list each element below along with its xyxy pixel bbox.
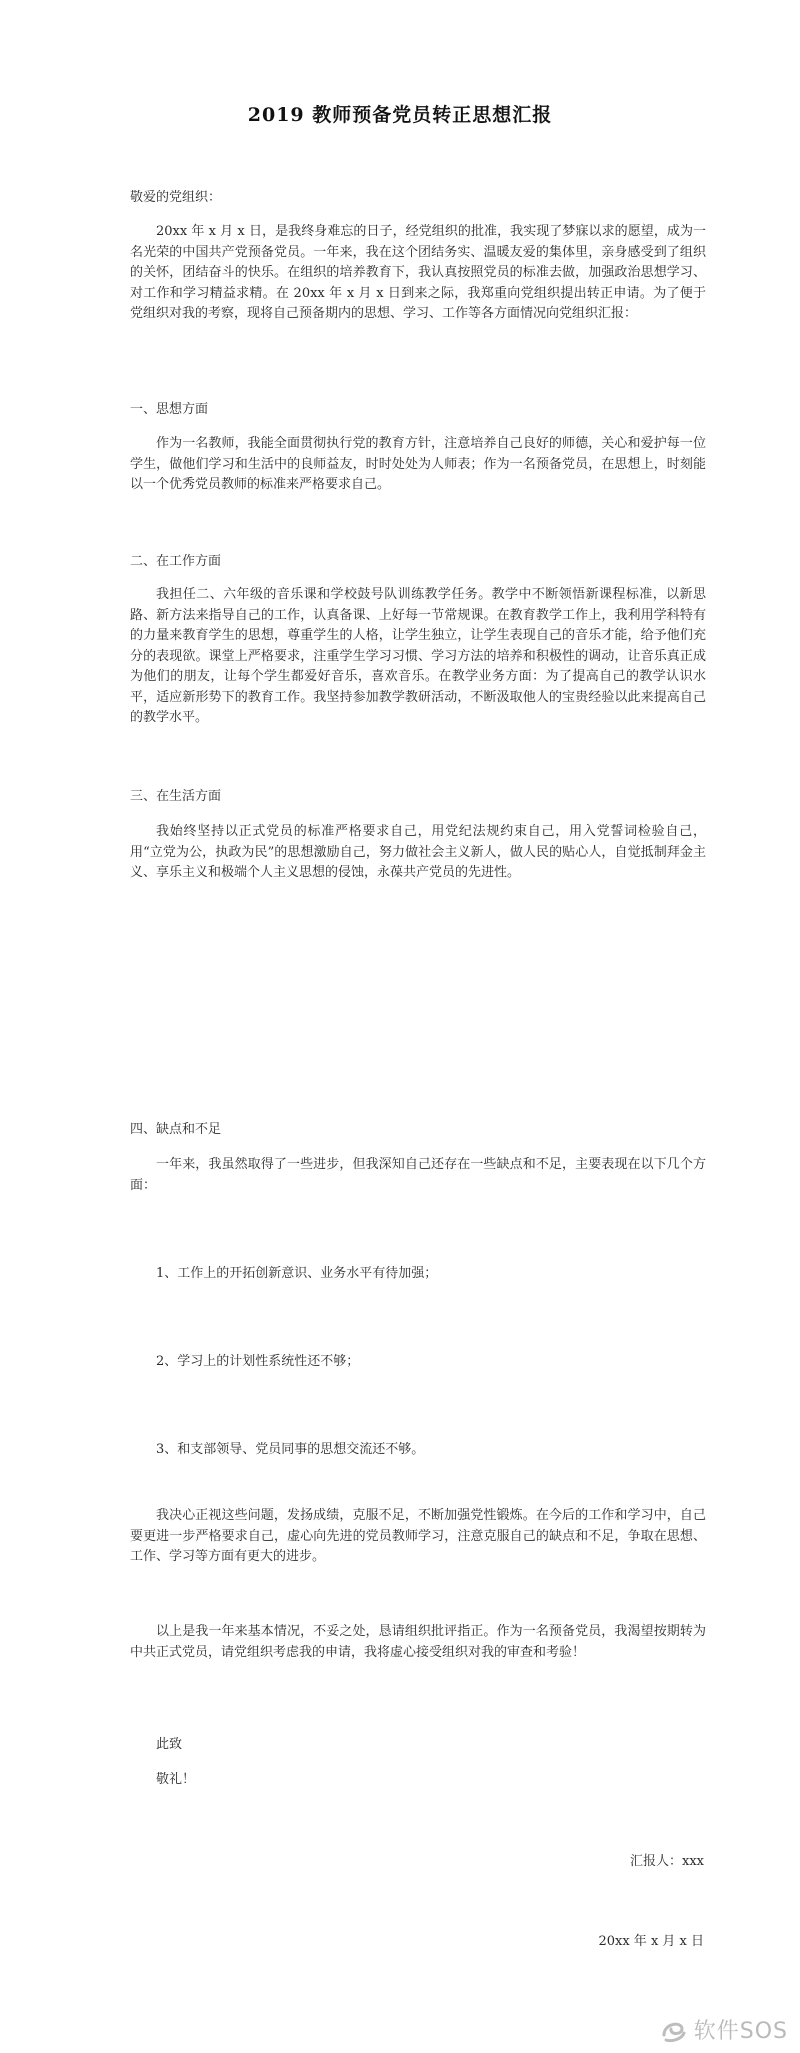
section1-heading: 一、思想方面 (130, 402, 209, 417)
section3-body: 我始终坚持以正式党员的标准严格要求自己，用党纪法规约束自己，用入党誓词检验自己，用“立党为公，执政为民”的思想激励自己，努力做社会主义新人，做人民的贴心人，自觉抵制拜金主义、享乐主义和极端个人主义思想的侵蚀，永葆共产党员的先进性。 (130, 824, 706, 880)
section2-body: 我担任二、六年级的音乐课和学校鼓号队训练教学任务。教学中不断领悟新课程标准，以新思路、新方法来指导自己的工作，认真备课、上好每一节常规课。在教育教学工作上，我利用学科特有的力量来教育学生的思想，尊重学生的人格，让学生独立，让学生表现自己的音乐才能，给予他们充分的表现欲。课堂上严格要求，注重学生学习习惯、学习方法的培养和积极性的调动，让音乐真正成为他们的朋友，让每个学生都爱好音乐，喜欢音乐。在教学业务方面：为了提高自己的教学认识水平，适应新形势下的教育工作。我坚持参加教学教研活动，不断汲取他人的宝贵经验以此来提高自己的教学水平。 (130, 587, 706, 725)
shortcoming-item-3: 3、和支部领导、党员同事的思想交流还不够。 (156, 1442, 425, 1457)
watermark-text: 软件SOS (693, 2019, 788, 2044)
closing-line-1: 此致 (156, 1737, 183, 1752)
section4-heading: 四、缺点和不足 (130, 1122, 222, 1137)
salutation: 敬爱的党组织： (130, 190, 222, 205)
section2-heading: 二、在工作方面 (130, 554, 222, 569)
watermark (658, 2014, 788, 2045)
shortcoming-item-2: 2、学习上的计划性系统性还不够； (156, 1354, 360, 1369)
closing-paragraph: 以上是我一年来基本情况，不妥之处，恳请组织批评指正。作为一名预备党员，我渴望按期转为中共正式党员，请党组织考虑我的申请，我将虚心接受组织对我的审查和考验！ (130, 1624, 706, 1660)
intro-paragraph: 20xx 年 x 月 x 日，是我终身难忘的日子，经党组织的批准，我实现了梦寐以求的愿望，成为一名光荣的中国共产党预备党员。一年来，我在这个团结务实、温暖友爱的集体里，亲身感受到了组织的关怀，团结奋斗的快乐。在组织的培养教育下，我认真按照党员的标准去做，加强政治思想学习、对工作和学习精益求精。在 20xx 年 x 月 x 日到来之际，我郑重向党组织提出转正申请。为了便于党组织对我的考察，现将自己预备期内的思想、学习、工作等各方面情况向党组织汇报： (130, 224, 706, 321)
signature: 汇报人：xxx (630, 1854, 704, 1869)
document-title: 2019 教师预备党员转正思想汇报 (247, 104, 553, 126)
report-date: 20xx 年 x 月 x 日 (598, 1934, 704, 1949)
shortcoming-item-1: 1、工作上的开拓创新意识、业务水平有待加强； (156, 1266, 438, 1281)
swirl-logo-icon (658, 2015, 688, 2045)
section4-body: 一年来，我虽然取得了一些进步，但我深知自己还存在一些缺点和不足，主要表现在以下几个方面： (130, 1157, 706, 1193)
resolve-paragraph: 我决心正视这些问题，发扬成绩，克服不足，不断加强党性锻炼。在今后的工作和学习中，自己要更进一步严格要求自己，虚心向先进的党员教师学习，注意克服自己的缺点和不足，争取在思想、工作、学习等方面有更大的进步。 (130, 1508, 706, 1564)
section1-body: 作为一名教师，我能全面贯彻执行党的教育方针，注意培养自己良好的师德，关心和爱护每一位学生，做他们学习和生活中的良师益友，时时处处为人师表；作为一名预备党员，在思想上，时刻能以一个优秀党员教师的标准来严格要求自己。 (130, 436, 706, 492)
section3-heading: 三、在生活方面 (130, 789, 222, 804)
closing-line-2: 敬礼！ (156, 1772, 196, 1787)
